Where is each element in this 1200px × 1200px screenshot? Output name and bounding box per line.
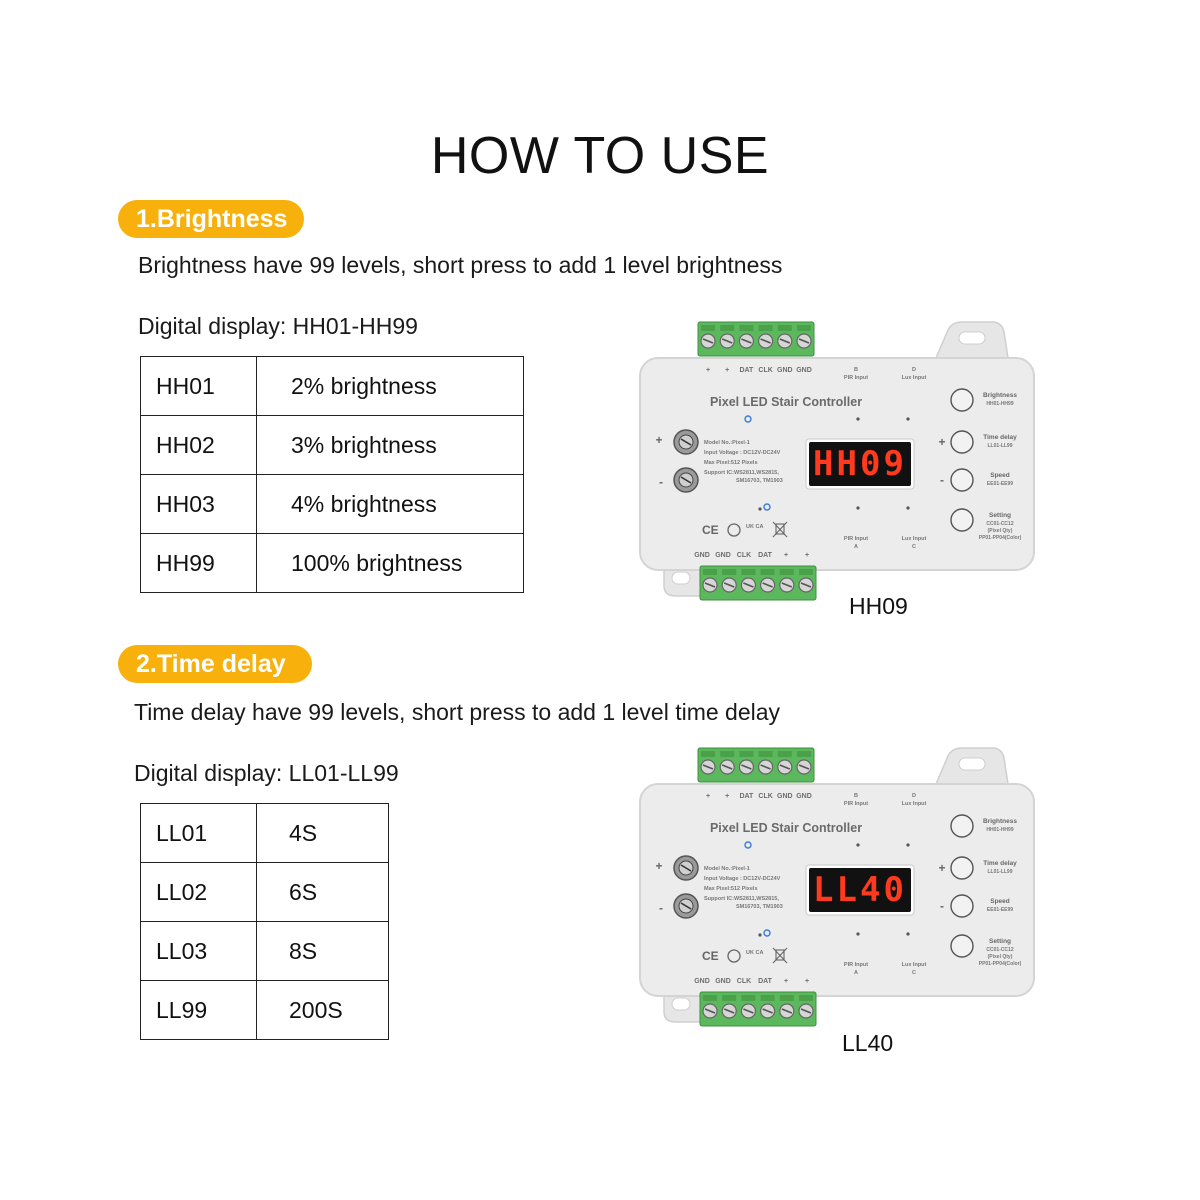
time-delay-description: Time delay have 99 levels, short press to add 1 level time delay <box>134 699 781 725</box>
button-sign: - <box>940 899 944 913</box>
controller-name: Pixel LED Stair Controller <box>709 395 863 409</box>
table-cell-code: LL01 <box>141 804 257 863</box>
button-sign: + <box>938 435 946 449</box>
pir-b-letter: B <box>854 367 858 373</box>
controller-device-time-delay <box>636 744 1036 1029</box>
terminal-label: + <box>783 552 789 559</box>
table-cell-value: 200S <box>257 981 389 1040</box>
brightness-table <box>140 356 524 593</box>
table-cell-code: HH01 <box>141 357 257 416</box>
table-row <box>141 534 524 593</box>
button-sign: - <box>940 473 944 487</box>
table-row <box>141 804 389 863</box>
table-cell-value: 8S <box>257 922 389 981</box>
table-cell-code: HH99 <box>141 534 257 593</box>
button-sublabel-3: PP01-PP04(Color) <box>978 961 1022 967</box>
support-ic-text-2: SM16703, TM1903 <box>736 904 783 910</box>
digital-display-readout: HH09 <box>813 444 907 484</box>
plus-sign: + <box>655 433 663 447</box>
table-cell-code: LL99 <box>141 981 257 1040</box>
button-sublabel: EE01-EE99 <box>986 907 1014 913</box>
sensor-dot <box>856 506 859 509</box>
button-sublabel: CC01-CC12 <box>986 521 1014 527</box>
lux-d-label: Lux Input <box>901 801 927 807</box>
input-voltage-text: Input Voltage : DC12V-DC24V <box>704 450 781 456</box>
lux-c-letter: C <box>912 970 916 976</box>
digital-display-readout: LL40 <box>813 870 907 910</box>
terminal-label: DAT <box>739 793 754 800</box>
button-sublabel-2: (Pixel Qty) <box>987 954 1013 960</box>
minus-sign: - <box>659 901 663 915</box>
sensor-dot <box>856 932 859 935</box>
table-row <box>141 863 389 922</box>
model-text: Model No.:Pixel-1 <box>704 866 750 872</box>
terminal-label: DAT <box>758 978 772 985</box>
bottom-terminal-block <box>700 566 816 600</box>
terminal-label: DAT <box>758 552 772 559</box>
button-label: Speed <box>990 472 1010 479</box>
pir-b-letter: B <box>854 793 858 799</box>
support-ic-text-2: SM16703, TM1903 <box>736 478 783 484</box>
button-sublabel-3: PP01-PP04(Color) <box>978 535 1022 541</box>
terminal-label: + <box>804 978 810 985</box>
button-sublabel: LL01-LL99 <box>987 869 1013 875</box>
terminal-label: + <box>783 978 789 985</box>
terminal-label: GND <box>777 793 793 800</box>
table-row <box>141 922 389 981</box>
terminal-label: + <box>725 367 730 374</box>
lux-c-label: Lux Input <box>901 962 927 968</box>
table-cell-code: HH03 <box>141 475 257 534</box>
time-delay-display-range: Digital display: LL01-LL99 <box>134 760 399 786</box>
controller-device-brightness <box>636 318 1036 603</box>
page-title: HOW TO USE <box>430 127 770 185</box>
lux-d-letter: D <box>912 367 916 373</box>
button-label: Time delay <box>983 434 1017 441</box>
terminal-label: + <box>705 793 711 800</box>
lux-d-letter: D <box>912 793 916 799</box>
brightness-device-caption: HH09 <box>849 593 908 619</box>
table-row <box>141 357 524 416</box>
table-cell-code: LL02 <box>141 863 257 922</box>
sensor-dot <box>856 417 859 420</box>
table-cell-code: HH02 <box>141 416 257 475</box>
button-sublabel-2: (Pixel Qty) <box>987 528 1013 534</box>
table-cell-value: 4S <box>257 804 389 863</box>
ukca-mark: UK CA <box>746 524 764 530</box>
terminal-label: + <box>705 367 711 374</box>
button-label: Setting <box>988 938 1012 945</box>
support-ic-text: Support IC:WS2811,WS2815, <box>704 470 779 476</box>
plus-sign: + <box>655 859 663 873</box>
button-sublabel: CC01-CC12 <box>986 947 1014 953</box>
pir-a-letter: A <box>854 970 858 976</box>
table-row <box>141 981 389 1040</box>
button-label: Brightness <box>983 392 1017 399</box>
brightness-heading-pill: 1.Brightness <box>118 200 304 238</box>
sensor-dot <box>906 932 909 935</box>
time-delay-table <box>140 803 389 1040</box>
terminal-label: GND <box>715 552 731 559</box>
button-sign: + <box>938 861 946 875</box>
lux-c-letter: C <box>912 544 916 550</box>
pir-a-label: PIR Input <box>843 536 869 542</box>
terminal-label: + <box>725 793 730 800</box>
pir-a-letter: A <box>854 544 858 550</box>
brightness-description: Brightness have 99 levels, short press to add 1 level brightness <box>138 252 783 278</box>
input-voltage-text: Input Voltage : DC12V-DC24V <box>704 876 781 882</box>
terminal-label: GND <box>796 367 812 374</box>
sensor-dot <box>906 843 909 846</box>
terminal-label: GND <box>694 552 710 559</box>
sensor-dot <box>758 507 761 510</box>
table-cell-value: 2% brightness <box>257 357 524 416</box>
button-sublabel: HH01-HH99 <box>986 401 1014 407</box>
terminal-label: GND <box>796 793 812 800</box>
table-cell-code: LL03 <box>141 922 257 981</box>
button-label: Speed <box>990 898 1010 905</box>
terminal-label: + <box>804 552 810 559</box>
terminal-label: GND <box>777 367 793 374</box>
terminal-label: CLK <box>736 978 752 985</box>
top-terminal-block <box>698 748 814 782</box>
controller-illustration <box>636 744 1036 1029</box>
controller-illustration <box>636 318 1036 603</box>
terminal-label: CLK <box>758 367 773 374</box>
bottom-terminal-block <box>700 992 816 1026</box>
time-delay-device-caption: LL40 <box>842 1030 894 1056</box>
pir-b-label: PIR Input <box>843 375 869 381</box>
button-sublabel: LL01-LL99 <box>987 443 1013 449</box>
ukca-mark: UK CA <box>746 950 764 956</box>
max-pixel-text: Max Pixel:512 Pixels <box>704 460 758 466</box>
button-label: Setting <box>988 512 1012 519</box>
support-ic-text: Support IC:WS2811,WS2815, <box>704 896 779 902</box>
max-pixel-text: Max Pixel:512 Pixels <box>704 886 758 892</box>
table-cell-value: 4% brightness <box>257 475 524 534</box>
button-sublabel: HH01-HH99 <box>986 827 1014 833</box>
terminal-label: CLK <box>736 552 752 559</box>
controller-name: Pixel LED Stair Controller <box>709 821 863 835</box>
button-label: Brightness <box>983 818 1017 825</box>
ce-mark: CE <box>702 949 719 963</box>
terminal-label: GND <box>715 978 731 985</box>
sensor-dot <box>758 933 761 936</box>
brightness-display-range: Digital display: HH01-HH99 <box>138 313 418 339</box>
table-cell-value: 6S <box>257 863 389 922</box>
lux-d-label: Lux Input <box>901 375 927 381</box>
table-cell-value: 100% brightness <box>257 534 524 593</box>
button-sublabel: EE01-EE99 <box>986 481 1014 487</box>
table-cell-value: 3% brightness <box>257 416 524 475</box>
model-text: Model No.:Pixel-1 <box>704 440 750 446</box>
lux-c-label: Lux Input <box>901 536 927 542</box>
table-row <box>141 416 524 475</box>
time-delay-heading-pill: 2.Time delay <box>118 645 312 683</box>
top-terminal-block <box>698 322 814 356</box>
sensor-dot <box>906 417 909 420</box>
table-row <box>141 475 524 534</box>
terminal-label: GND <box>694 978 710 985</box>
pir-b-label: PIR Input <box>843 801 869 807</box>
terminal-label: CLK <box>758 793 773 800</box>
sensor-dot <box>856 843 859 846</box>
terminal-label: DAT <box>739 367 754 374</box>
sensor-dot <box>906 506 909 509</box>
pir-a-label: PIR Input <box>843 962 869 968</box>
button-label: Time delay <box>983 860 1017 867</box>
ce-mark: CE <box>702 523 719 537</box>
minus-sign: - <box>659 475 663 489</box>
